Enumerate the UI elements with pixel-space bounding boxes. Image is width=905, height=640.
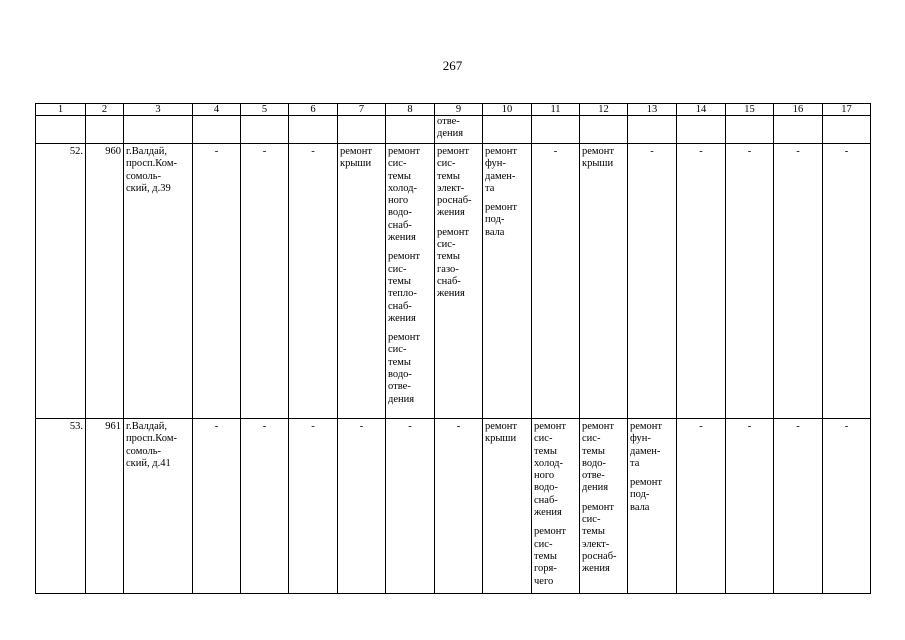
row-number: 52. <box>36 144 86 419</box>
col-number-13: 13 <box>628 104 677 116</box>
work-item: ремонт фун- дамен- та <box>630 421 663 469</box>
col-number-2: 2 <box>86 104 124 116</box>
empty-mark: - <box>532 144 580 419</box>
empty-mark: - <box>726 419 774 594</box>
work-item: ремонт сис- темы тепло- снаб- жения <box>388 251 421 324</box>
object-id: 961 <box>86 419 124 594</box>
work-item-cell <box>580 419 628 594</box>
work-item: ремонт под- вала <box>485 202 518 238</box>
object-id: 960 <box>86 144 124 419</box>
col-number-7: 7 <box>338 104 386 116</box>
col-number-17: 17 <box>823 104 871 116</box>
col-number-8: 8 <box>386 104 435 116</box>
work-item-cell <box>386 144 435 419</box>
address-cell: г.Валдай, просп.Ком- сомоль- ский, д.39 <box>124 144 193 419</box>
work-item: ремонт крыши <box>582 146 615 170</box>
work-item: ремонт сис- темы водо- отве- дения <box>582 421 615 494</box>
work-item: ремонт сис- темы элект- роснаб- жения <box>437 146 472 219</box>
register-table <box>35 103 871 594</box>
work-item-cell <box>338 144 386 419</box>
empty-mark: - <box>338 419 386 594</box>
empty-mark: - <box>823 419 871 594</box>
empty-mark: - <box>774 419 823 594</box>
col-number-1: 1 <box>36 104 86 116</box>
work-item: ремонт крыши <box>485 421 518 445</box>
col-number-11: 11 <box>532 104 580 116</box>
work-item-cell <box>483 419 532 594</box>
empty-mark: - <box>435 419 483 594</box>
table-row <box>36 144 871 419</box>
col-number-16: 16 <box>774 104 823 116</box>
work-item: ремонт крыши <box>340 146 373 170</box>
work-item: ремонт фун- дамен- та <box>485 146 518 194</box>
empty-mark: - <box>193 144 241 419</box>
table-row <box>36 419 871 594</box>
work-item: ремонт сис- темы водо- отве- дения <box>388 332 421 405</box>
col-number-10: 10 <box>483 104 532 116</box>
empty-mark: - <box>677 144 726 419</box>
address-cell: г.Валдай, просп.Ком- сомоль- ский, д.41 <box>124 419 193 594</box>
work-item: ремонт сис- темы горя- чего <box>534 526 567 587</box>
empty-mark: - <box>193 419 241 594</box>
continuation-cell: отве- дения <box>435 116 483 144</box>
work-item-cell <box>628 419 677 594</box>
col-number-15: 15 <box>726 104 774 116</box>
empty-mark: - <box>774 144 823 419</box>
empty-mark: - <box>677 419 726 594</box>
column-number-row <box>36 104 871 116</box>
work-item: ремонт сис- темы холод- ного водо- снаб- жения <box>388 146 421 244</box>
empty-mark: - <box>726 144 774 419</box>
col-number-9: 9 <box>435 104 483 116</box>
empty-mark: - <box>241 419 289 594</box>
col-number-5: 5 <box>241 104 289 116</box>
col-number-4: 4 <box>193 104 241 116</box>
empty-mark: - <box>823 144 871 419</box>
col-number-3: 3 <box>124 104 193 116</box>
col-number-14: 14 <box>677 104 726 116</box>
empty-mark: - <box>289 144 338 419</box>
work-item-cell <box>532 419 580 594</box>
work-item-cell <box>483 144 532 419</box>
work-item: ремонт сис- темы холод- ного водо- снаб- жения <box>534 421 567 519</box>
work-item: ремонт под- вала <box>630 477 663 513</box>
col-number-12: 12 <box>580 104 628 116</box>
empty-mark: - <box>289 419 338 594</box>
work-item-cell <box>580 144 628 419</box>
empty-mark: - <box>628 144 677 419</box>
work-item: ремонт сис- темы газо- снаб- жения <box>437 226 470 300</box>
page-number: 267 <box>442 58 463 73</box>
col-number-6: 6 <box>289 104 338 116</box>
empty-mark: - <box>386 419 435 594</box>
work-item-cell <box>435 144 483 419</box>
continuation-row <box>36 116 871 144</box>
row-number: 53. <box>36 419 86 594</box>
empty-mark: - <box>241 144 289 419</box>
work-item: ремонт сис- темы элект- роснаб- жения <box>582 501 617 575</box>
